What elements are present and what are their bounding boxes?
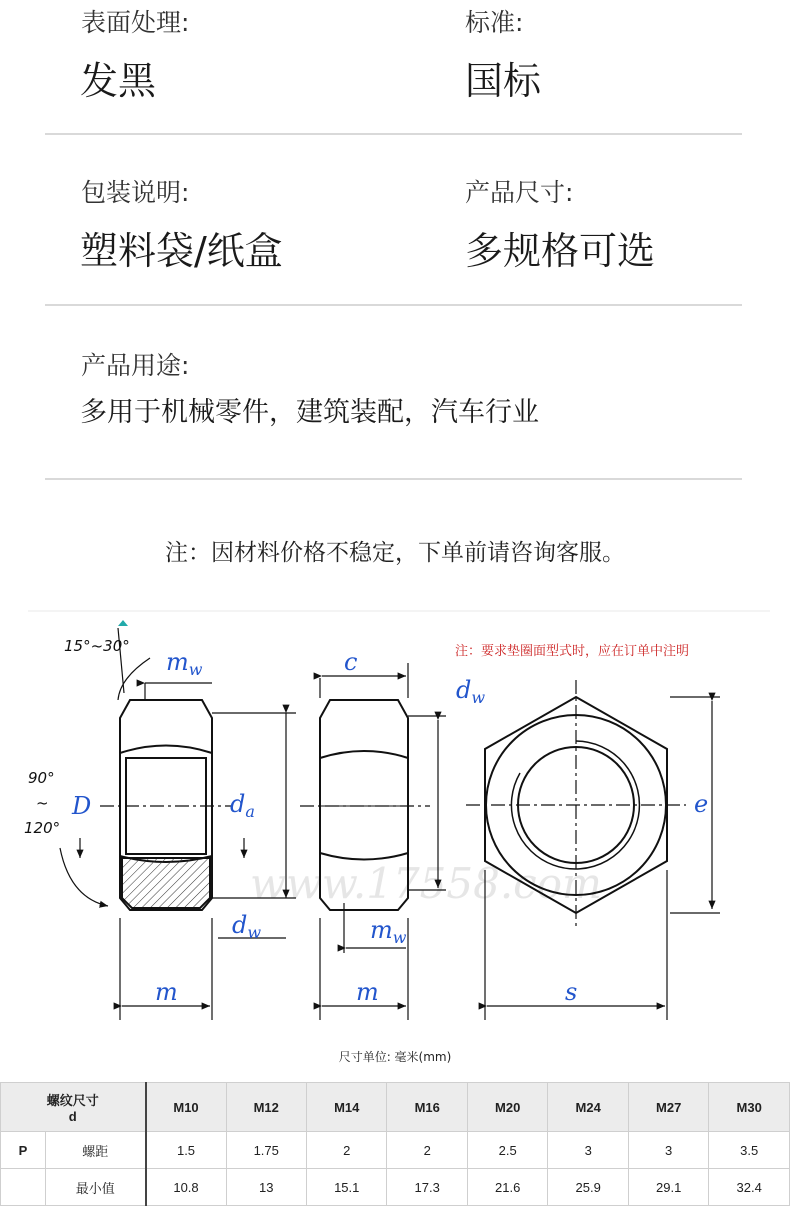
spec-table: [0, 1082, 790, 1206]
svg-text:mw: $m_w$: [166, 648, 203, 679]
divider: [45, 304, 742, 306]
hex-nut-drawing: [0, 608, 790, 1038]
table-cell: 3: [548, 1132, 628, 1169]
svg-text:D: D: [72, 792, 92, 820]
table-cell: 29.1: [628, 1169, 708, 1206]
table-header-row: [1, 1083, 790, 1132]
divider: [45, 133, 742, 135]
table-cell: 2: [306, 1132, 386, 1169]
usage-label: 产品用途:: [81, 351, 190, 380]
row-name: 螺距: [46, 1132, 146, 1169]
table-cell: 13: [226, 1169, 306, 1206]
dimension-labels: [71, 648, 708, 1006]
finish-value: 发黑: [80, 59, 157, 103]
price-note: 注：因材料价格不稳定，下单前请咨询客服。: [165, 540, 625, 566]
table-cell: 25.9: [548, 1169, 628, 1206]
watermark: www.17558.com: [250, 859, 602, 908]
size-col: M14: [306, 1083, 386, 1132]
standard-value: 国标: [465, 59, 542, 103]
table-cell: 3.5: [709, 1132, 790, 1169]
packaging-label: 包装说明:: [81, 178, 190, 207]
table-cell: 15.1: [306, 1169, 386, 1206]
nut-side-view-1: [120, 700, 212, 910]
packaging-value: 塑料袋/纸盒: [80, 229, 283, 273]
table-row: [1, 1169, 790, 1206]
table-cell: 32.4: [709, 1169, 790, 1206]
table-cell: 1.5: [146, 1132, 226, 1169]
size-col: M16: [387, 1083, 467, 1132]
row-symbol: [1, 1169, 46, 1206]
svg-text:15°~30°: 15°~30°: [64, 637, 130, 655]
table-cell: 17.3: [387, 1169, 467, 1206]
svg-text:e: e: [694, 790, 709, 818]
size-col: M12: [226, 1083, 306, 1132]
table-cell: 21.6: [467, 1169, 547, 1206]
size-col: M30: [709, 1083, 790, 1132]
standard-label: 标准:: [465, 8, 524, 37]
usage-value: 多用于机械零件，建筑装配，汽车行业: [80, 397, 539, 428]
unit-label: 尺寸单位: 毫米(mm): [338, 1050, 452, 1064]
thread-size-header: 螺纹尺寸 d: [1, 1083, 146, 1132]
divider: [45, 478, 742, 480]
table-cell: 1.75: [226, 1132, 306, 1169]
table-row: [1, 1132, 790, 1169]
size-col: M20: [467, 1083, 547, 1132]
svg-text:s: s: [565, 978, 578, 1006]
svg-text:90°: 90°: [28, 769, 55, 787]
svg-text:m: m: [155, 978, 178, 1006]
order-note: 注：要求垫圈面型式时，应在订单中注明: [455, 644, 690, 659]
svg-text:~: ~: [36, 794, 49, 812]
marker-icon: [118, 620, 128, 626]
size-label: 产品尺寸:: [465, 178, 574, 207]
table-cell: 2.5: [467, 1132, 547, 1169]
svg-text:c: c: [344, 648, 358, 676]
finish-label: 表面处理:: [81, 8, 190, 37]
svg-text:120°: 120°: [24, 819, 61, 837]
svg-text:m: m: [356, 978, 379, 1006]
row-symbol: P: [1, 1132, 46, 1169]
svg-text:da: $d_a$: [230, 790, 255, 821]
svg-text:dw: $d_w$: [232, 911, 262, 942]
size-col: M24: [548, 1083, 628, 1132]
svg-text:mw: $m_w$: [370, 916, 407, 947]
size-value: 多规格可选: [465, 229, 656, 273]
row-name: 最小值: [46, 1169, 146, 1206]
table-cell: 3: [628, 1132, 708, 1169]
svg-text:dw: $d_w$: [456, 676, 486, 707]
size-col: M27: [628, 1083, 708, 1132]
size-col: M10: [146, 1083, 226, 1132]
table-cell: 2: [387, 1132, 467, 1169]
table-cell: 10.8: [146, 1169, 226, 1206]
dimension-lines: [60, 628, 720, 1020]
